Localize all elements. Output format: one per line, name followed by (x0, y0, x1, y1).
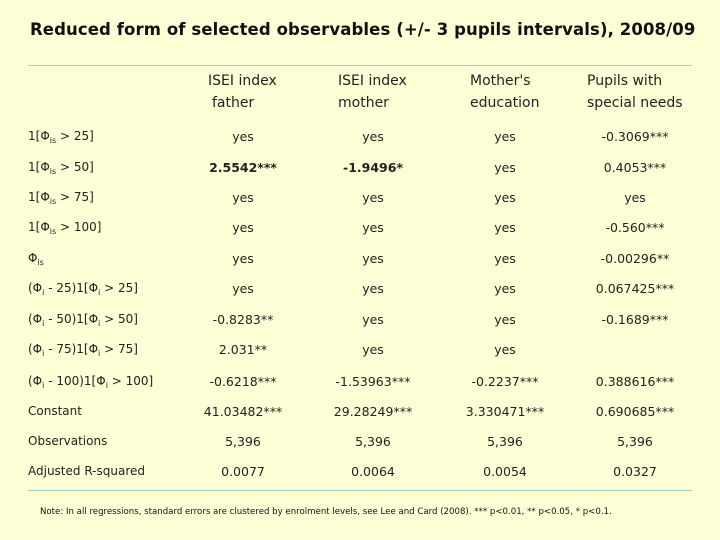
table-cell: yes (494, 281, 516, 296)
header-line: Mother's (470, 73, 531, 89)
table-row (28, 430, 692, 460)
row-label: $(\Phi_i - 100)1[\Phi_i > 100]$ (28, 374, 154, 390)
header-line: ISEI index (208, 73, 277, 89)
table-cell: yes (494, 251, 516, 266)
table-cell: yes (232, 251, 254, 266)
table-cell: yes (494, 160, 516, 175)
table-cell: yes (232, 220, 254, 235)
table-cell: yes (494, 220, 516, 235)
table-note: Note: In all regressions, standard errors are clustered by enrolment levels, see Lee and Card (2008). *** p<0.01, ** p<0.05, * p<0.1. (40, 507, 612, 517)
table-cell: 0.388616*** (595, 374, 675, 389)
header-line: father (212, 95, 255, 111)
row-label: $1[\Phi_{is} > 50]$ (28, 160, 94, 176)
table-cell: 0.0054 (483, 464, 527, 479)
table-cell: yes (362, 251, 384, 266)
table-row (28, 277, 692, 307)
table-cell: yes (232, 190, 254, 205)
header-line: education (470, 95, 540, 111)
row-label: $1[\Phi_{is} > 75]$ (28, 190, 94, 206)
table-cell: yes (494, 190, 516, 205)
table-cell: yes (232, 129, 254, 144)
table-cell: yes (494, 129, 516, 144)
table-cell: 5,396 (225, 434, 261, 449)
table-cell: yes (362, 220, 384, 235)
table-row (28, 400, 692, 430)
row-label: $1[\Phi_{is} > 25]$ (28, 129, 94, 145)
table-row (28, 216, 692, 246)
table-cell: 0.067425*** (595, 281, 675, 296)
table-cell: yes (494, 342, 516, 357)
row-label: $1[\Phi_{is} > 100]$ (28, 220, 102, 236)
table-cell: 5,396 (487, 434, 523, 449)
table-cell: 5,396 (355, 434, 391, 449)
header-line: ISEI index (338, 73, 407, 89)
table-row (28, 308, 692, 338)
table-row (28, 460, 692, 490)
table-cell: -1.53963*** (335, 374, 411, 389)
header-line: Pupils with (587, 73, 663, 89)
table-row (28, 156, 692, 186)
table-cell: 2.031** (218, 342, 268, 357)
table-cell: yes (362, 281, 384, 296)
row-label: Constant (28, 404, 82, 418)
row-label: $(\Phi_i - 75)1[\Phi_i > 75]$ (28, 342, 138, 358)
row-label: $(\Phi_i - 25)1[\Phi_i > 25]$ (28, 281, 138, 297)
table-cell: 2.5542*** (209, 160, 277, 175)
table-cell: -1.9496* (343, 160, 403, 175)
table-cell: 0.0064 (351, 464, 395, 479)
table-cell: 0.690685*** (595, 404, 675, 419)
column-header-isei-father (208, 70, 277, 114)
row-label: Adjusted R-squared (28, 464, 146, 478)
table-row (28, 370, 692, 400)
row-label: Observations (28, 434, 108, 448)
header-line: special needs (587, 95, 683, 111)
table-cell: 41.03482*** (203, 404, 283, 419)
table-cell: yes (232, 281, 254, 296)
table-cell: -0.8283** (212, 312, 274, 327)
table-row (28, 338, 692, 368)
slide-title: Reduced form of selected observables (+/- 3 pupils intervals), 2008/09 (30, 20, 696, 39)
table-cell: -0.1689*** (601, 312, 669, 327)
table-cell: -0.2237*** (471, 374, 539, 389)
table-cell: 0.0327 (613, 464, 657, 479)
table-row (28, 186, 692, 216)
table-row (28, 125, 692, 155)
row-label: $\Phi_{is}$ (28, 251, 44, 267)
column-header-special-needs (587, 70, 683, 114)
column-header-mothers-education (470, 70, 539, 114)
column-header-isei-mother (338, 70, 407, 114)
table-bottom-rule (28, 490, 692, 491)
table-cell: 5,396 (617, 434, 653, 449)
table-cell: -0.3069*** (601, 129, 669, 144)
table-cell: yes (362, 312, 384, 327)
table-cell: 29.28249*** (333, 404, 413, 419)
table-cell: -0.560*** (605, 220, 665, 235)
header-line: mother (338, 95, 389, 111)
table-cell: -0.00296** (600, 251, 670, 266)
table-cell: 3.330471*** (465, 404, 545, 419)
table-cell: yes (624, 190, 646, 205)
table-cell: 0.4053*** (603, 160, 667, 175)
table-cell: yes (362, 342, 384, 357)
table-top-rule (28, 65, 692, 66)
table-row (28, 247, 692, 277)
table-cell: yes (494, 312, 516, 327)
table-cell: yes (362, 190, 384, 205)
table-cell: yes (362, 129, 384, 144)
table-cell: 0.0077 (221, 464, 265, 479)
table-cell: -0.6218*** (209, 374, 277, 389)
row-label: $(\Phi_i - 50)1[\Phi_i > 50]$ (28, 312, 138, 328)
